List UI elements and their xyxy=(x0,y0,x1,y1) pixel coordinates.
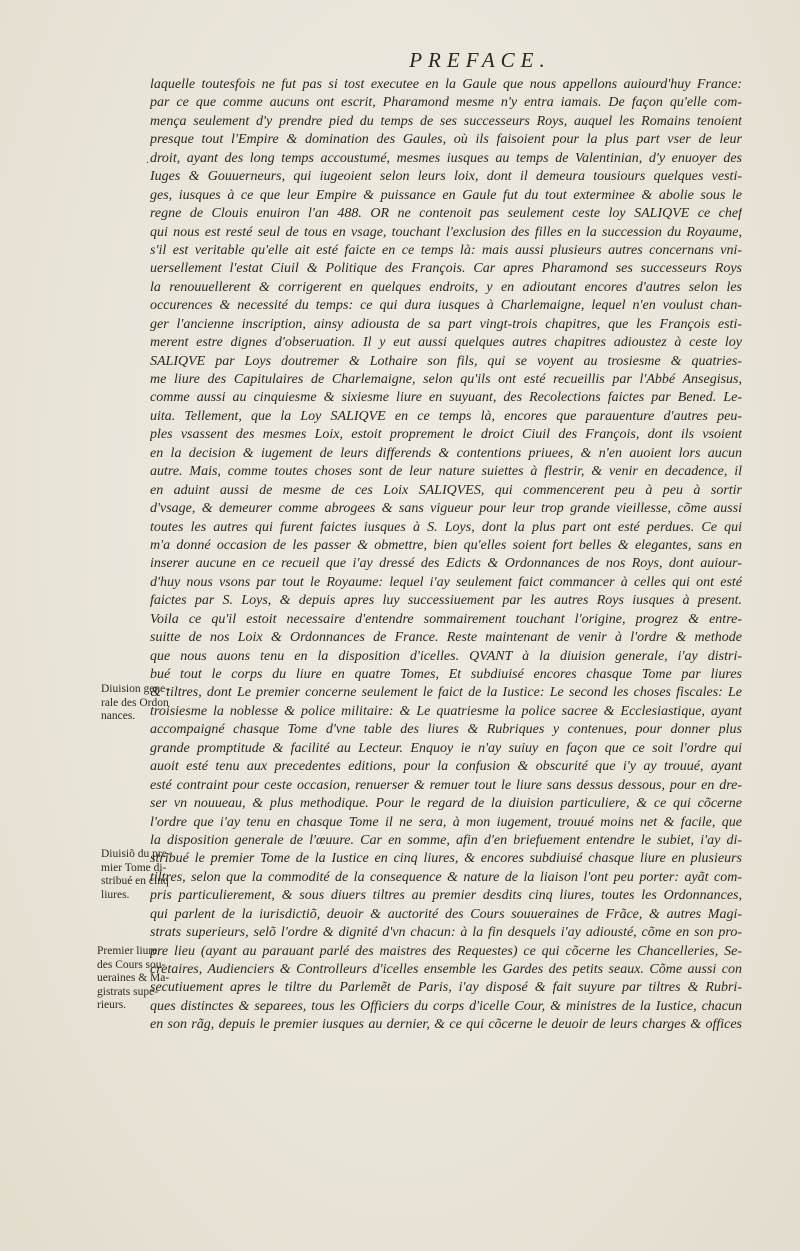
margin-note-line: liures. xyxy=(101,888,130,901)
text-line: presque tout l'Empire & domination des Gaules, où ils faisoient pour la plus part vser de leur xyxy=(150,132,742,148)
text-line: SALIQVE par Loys doutremer & Lothaire son fils, qui se voyent au trosiesme & quatries- xyxy=(150,353,742,369)
margin-note-line: rale des Ordon xyxy=(101,696,169,709)
text-line: l'ordre que i'ay tenu en chasque Tome il ne sera, à mon iugement, trouué moins net & facile, que xyxy=(150,814,742,830)
margin-note-line: gistrats supe- xyxy=(97,985,159,998)
margin-note-general-division xyxy=(101,683,191,724)
text-line: ges, iusques à ce que leur Empire & puissance en Gaule fut du tout exterminee & abolie sous le xyxy=(150,187,742,203)
text-line: en la decision & iugement de leurs differends & contentions priuees, & n'en auoient lors aucun xyxy=(150,445,742,461)
text-line: ser vn nouueau, & plus methodique. Pour le regard de la diuision particuliere, & ce qui cõcerne xyxy=(150,796,742,812)
text-line: inserer aucune en ce recueil que i'ay dressé des Edicts & Ordonnances de nos Roys, dont auiour- xyxy=(150,556,742,572)
text-line: me liure des Capitulaires de Charlemaigne, selon qu'ils ont esté recueillis par l'Abbé Ansegisus, xyxy=(150,372,742,387)
text-line: grande promptitude & facilité au Lecteur. Enquoy ie n'ay suiuy en façon que ce soit l'ordre qui xyxy=(150,740,742,756)
text-line: ples vsassent des mesmes Loix, estoit proprement le droict Ciuil des François, dont ils vsoient xyxy=(150,427,742,443)
text-line: occurences & necessité du temps: ce qui dura iusques à Charlemaigne, lequel n'en voulust chan- xyxy=(150,298,742,314)
text-line: suitte de nos Loix & Ordonnances de France. Reste maintenant de venir à l'ordre & methode xyxy=(150,630,742,646)
text-line: m'a donné occasion de les passer & obmettre, bien qu'elles soient fort belles & elegantes, sans en xyxy=(150,537,742,553)
margin-note-first-book-courts xyxy=(97,945,187,1013)
text-line: strats superieurs, selõ l'ordre & dignité d'vn chacun: à la fin desquels i'ay adiousté, cõme en son pro- xyxy=(150,925,742,941)
text-line: pris particulierement, & sous diuers tiltres au premier desdits cinq liures, toutes les Ordonnances, xyxy=(150,888,742,904)
margin-note-line: stribué en cinq xyxy=(101,875,169,887)
text-line: uita. Tellement, que la Loy SALIQVE en ce temps là, encores que parauenture d'autres peu- xyxy=(150,408,742,424)
text-line: troisiesme la noblesse & police militaire: & Le quatriesme la police sacree & Ecclesiastique, ayant xyxy=(150,703,742,719)
text-line: qui nous est resté seul de tous en vsage, touchant l'exclusion des filles en la succession du Royaume, xyxy=(150,224,742,240)
text-line: comme aussi au cinquiesme & sixiesme liure en suyuant, des Recolections faictes par Bened. Le- xyxy=(150,390,742,406)
margin-note-line: Diuisiõ du pre- xyxy=(101,848,171,860)
text-line: en son rãg, depuis le premier iusques au dernier, & ce qui cõcerne le deuoir de leurs charges & offices xyxy=(150,1017,742,1033)
text-line: secutiuement apres le tiltre du Parlemẽt de Paris, i'ay disposé & fait suyure par tiltres & Rubri- xyxy=(150,980,742,996)
text-line: auoit esté tenu aux precedentes editions, pour la confusion & obscurité que i'y ay trouué, ayant xyxy=(150,759,742,775)
text-line: en aduint aussi de mesme de ces Loix SALIQVES, qui commencerent peu à peu à sortir xyxy=(150,482,742,498)
text-line: la disposition generale de l'œuure. Car en somme, afin d'en briefuement entendre le subiet, i'ay di- xyxy=(150,832,742,848)
text-line: tiltres, selon que la commodité de la consequence & nature de la liaison l'ont peu porter: ayãt com- xyxy=(150,869,742,885)
text-line: la renouuellerent & corrigerent en quelques endroits, y en adioutant encores d'autres selon les xyxy=(150,279,742,295)
margin-note-line: nances. xyxy=(101,710,136,722)
text-line: s'il est veritable qu'elle ait esté faicte en ce temps là: mais aussi plusieurs autres concernans vni- xyxy=(150,242,742,258)
text-line: uersellement l'estat Ciuil & Politique des François. Car apres Pharamond ses successeurs Roys xyxy=(150,261,742,277)
body-text xyxy=(150,76,742,1035)
text-line: ger l'ancienne inscription, ainsy adiousta de sa part vingt-trois chapitres, que les François esti- xyxy=(150,316,742,332)
margin-note-line: ueraines & Ma- xyxy=(97,972,170,984)
text-line: regne de Clouis enuiron l'an 488. OR ne contenoit pas seulement ceste loy SALIQVE ce chef xyxy=(150,206,742,222)
text-line: par ce que comme aucuns ont escrit, Pharamond mesme n'y entra iamais. De façon qu'elle com- xyxy=(150,95,742,111)
text-line: d'vsage, & demeurer comme abrogees & sans vigueur pour leur trop grande vieillesse, cõme aussi xyxy=(150,501,742,517)
margin-note-line: rieurs. xyxy=(97,999,127,1011)
text-line: ques distinctes & separees, tous les Officiers du corps d'icelle Cour, & ministres de la Iustice, chacun xyxy=(150,998,742,1014)
text-line: autre. Mais, comme toutes choses sont de leur nature suiettes à flestrir, & venir en decadence, il xyxy=(150,464,742,480)
margin-note-line: Diuision gene- xyxy=(101,683,170,695)
text-line: mença seulement d'y prendre pied du temps de ses successeurs Roys, auquel les Romains tenoient xyxy=(150,113,742,129)
text-line: qui parlent de la iurisdictiõ, deuoir & auctorité des Cours souueraines de Frãce, & autres Magi- xyxy=(150,906,742,922)
margin-mark: . xyxy=(146,152,149,166)
text-line: cretaires, Audienciers & Controlleurs d'icelles ensemble les Gardes des petits seaux. Cõme aussi con xyxy=(150,962,742,977)
margin-note-first-tome-division xyxy=(101,848,191,902)
text-line: esté contraint pour ceste occasion, renuerser & remuer tout le liure sans dessus dessous, pour en dre- xyxy=(150,777,742,793)
text-line: Iuges & Gouuerneurs, qui iugeoient selon leurs loix, dont il demeura tousiours quelques vesti- xyxy=(150,169,742,185)
text-line: toutes les autres qui furent faictes iusques à S. Loys, dont la plus part ont esté perdues. Ce qui xyxy=(150,519,742,535)
text-line: d'huy nous vsons par tout le Royaume: lequel i'ay seulement faict commancer à celles qui ont esté xyxy=(150,574,742,590)
margin-note-line: mier Tome di- xyxy=(101,861,167,874)
text-line: stribué le premier Tome de la Iustice en cinq liures, & encores subdiuisé chasque liure en plusieurs xyxy=(150,851,742,867)
text-line: accompaigné chasque Tome d'vne table des liures & Rubriques y contenues, pour donner plus xyxy=(150,722,742,738)
text-line: bué tout le corps du liure en quatre Tomes, Et subdiuisé encores chasque Tome par liures xyxy=(150,667,742,682)
text-line: droit, ayant des long temps accoustumé, mesmes iusques au temps de Valentinian, d'y enuoyer des xyxy=(150,150,742,166)
text-line: que nous auons tenu en la disposition d'icelles. QVANT à la diuision generale, i'ay distri- xyxy=(150,648,742,664)
text-line: merent estre dignes d'obseruation. Il y eut aussi quelques autres chapitres adioustez à ceste loy xyxy=(150,335,742,351)
running-title: PREFACE. xyxy=(409,48,551,72)
text-line: & tiltres, dont Le premier concerne seulement le faict de la Iustice: Le second les choses fiscales: Le xyxy=(150,685,742,701)
text-line: Voila ce qu'il estoit necessaire d'entendre sommairement touchant l'origine, progrez & entre- xyxy=(150,611,742,627)
text-line: laquelle toutesfois ne fut pas si tost executee en la Gaule que nous appellons auiourd'huy France: xyxy=(150,77,742,92)
text-line: pre lieu (ayant au parauant parlé des maistres des Requestes) ce qui cõcerne les Chancelleries, Se- xyxy=(150,943,742,959)
margin-note-line: des Cours sou- xyxy=(97,958,166,971)
text-line: faictes par S. Loys, & depuis apres luy successiuement par les autres Roys iusques à present. xyxy=(150,593,742,609)
margin-note-line: Premier liure xyxy=(97,945,158,957)
